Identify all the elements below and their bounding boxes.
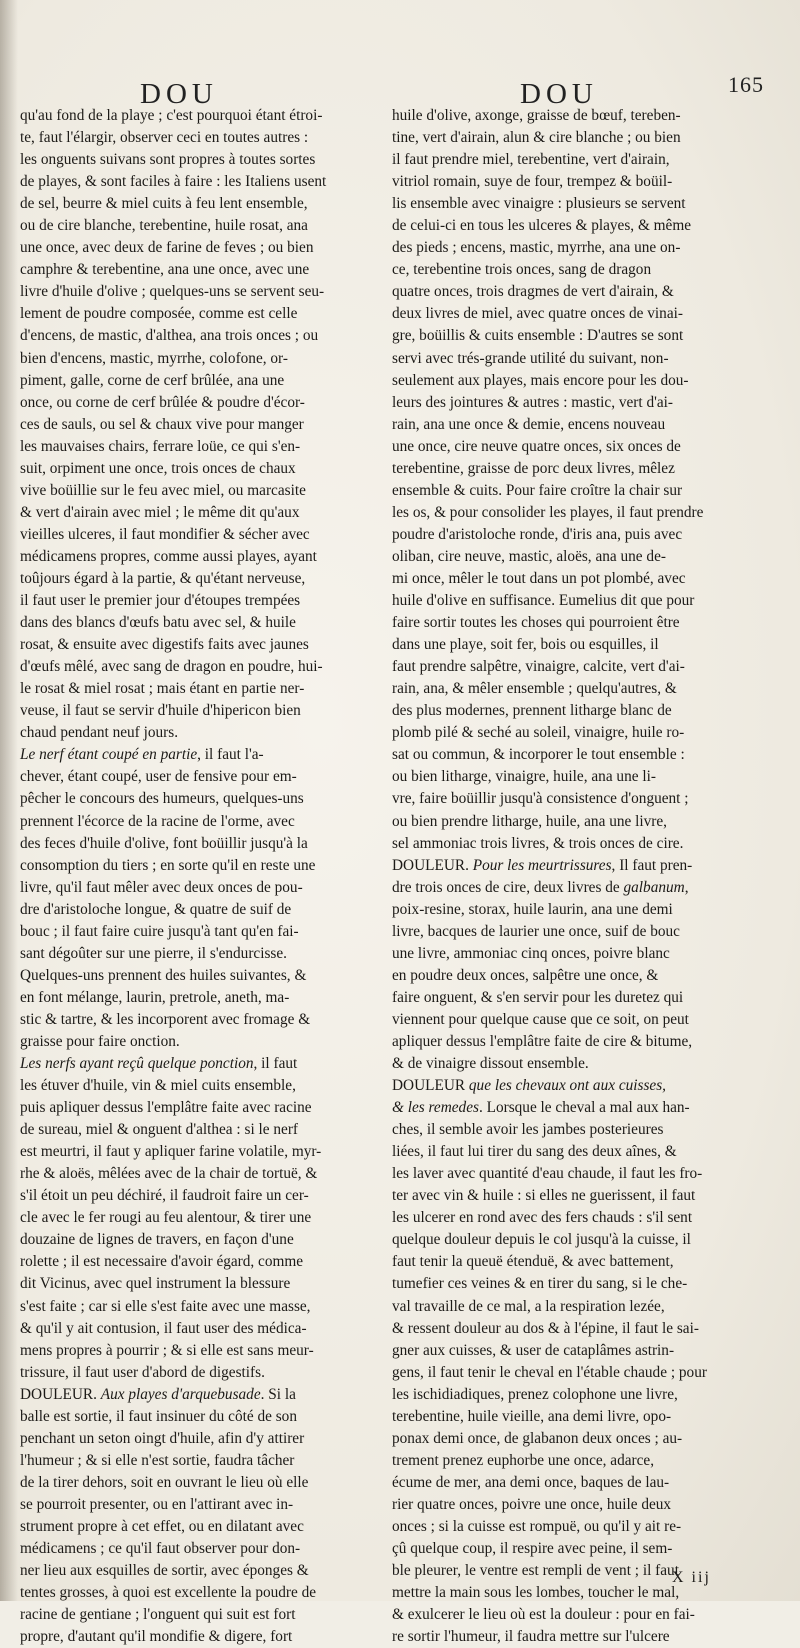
text-run: gre, boüillis & cuits ensemble : D'autres se sont — [392, 327, 684, 345]
text-run: piment, galle, corne de cerf brûlée, ana une — [20, 371, 285, 389]
text-line — [20, 921, 388, 943]
text-run: sant dégoûter sur une pierre, il s'endurcisse. — [20, 944, 287, 962]
text-line — [392, 1428, 774, 1450]
text-line — [392, 414, 774, 436]
text-line — [20, 965, 388, 987]
text-run: sat ou commun, & incorporer le tout ensemble : — [392, 746, 685, 764]
text-run: les ischidiadiques, prenez colophone une livre, — [392, 1385, 678, 1403]
text-line — [20, 392, 388, 414]
text-line — [20, 546, 388, 568]
text-line — [20, 766, 388, 788]
text-run: tumefier ces veines & en tirer du sang, si le che- — [392, 1275, 688, 1293]
text-line — [392, 1053, 774, 1075]
text-line — [20, 1516, 388, 1538]
text-line — [20, 1185, 388, 1207]
text-run: Quelques-uns prennent des huiles suivantes, & — [20, 966, 307, 984]
text-column-right — [392, 105, 774, 1648]
text-line — [20, 193, 388, 215]
text-line — [392, 1318, 774, 1340]
text-run: gner aux cuisses, & user de cataplâmes astrin- — [392, 1341, 675, 1359]
text-run: balle est sortie, il faut insinuer du côté de son — [20, 1407, 297, 1425]
text-run: les laver avec quantité d'eau chaude, il faut les fro- — [392, 1165, 703, 1183]
text-run: dans une playe, soit fer, bois ou esquilles, il — [392, 636, 659, 654]
text-line — [392, 215, 774, 237]
text-run: qu'au fond de la playe ; c'est pourquoi étant étroi- — [20, 107, 323, 124]
text-run: faut tenir la queuë étenduë, & avec battement, — [392, 1253, 674, 1271]
text-line — [20, 1053, 388, 1075]
text-run: livre, qu'il faut mêler avec deux onces de pou- — [20, 878, 303, 896]
text-run: ou bien litharge, vinaigre, huile, ana une li- — [392, 768, 656, 786]
text-line — [392, 1516, 774, 1538]
text-line — [20, 215, 388, 237]
text-run: des pieds ; encens, mastic, myrrhe, ana une on- — [392, 239, 681, 257]
text-run: faut prendre salpêtre, vinaigre, calcite, vert d'ai- — [392, 658, 685, 676]
text-run: les étuver d'huile, vin & miel cuits ensemble, — [20, 1077, 296, 1095]
text-run: des plus modernes, prennent litharge blanc de — [392, 702, 672, 720]
text-run: trissure, il faut user d'abord de digestifs. — [20, 1363, 265, 1381]
text-run: ou de cire blanche, terebentine, huile rosat, ana — [20, 217, 308, 235]
text-run: d'encens, de mastic, d'althea, ana trois onces ; ou — [20, 327, 319, 345]
text-line — [392, 700, 774, 722]
text-run: tentes grosses, à quoi est excellente la poudre de — [20, 1584, 317, 1602]
text-line — [392, 1626, 774, 1648]
text-line — [20, 1009, 388, 1031]
text-run: rhe & aloës, mêlées avec de la chair de tortuë, & — [20, 1165, 318, 1183]
text-line — [392, 1031, 774, 1053]
text-line — [392, 370, 774, 392]
text-line — [392, 744, 774, 766]
text-run: te, faut l'élargir, observer ceci en toutes autres : — [20, 129, 309, 147]
text-run: penchant un seton oingt d'huile, afin d'y attirer — [20, 1429, 305, 1447]
text-run: livre, bacques de laurier une once, suif de bouc — [392, 922, 680, 940]
text-line — [20, 1207, 388, 1229]
text-line — [392, 811, 774, 833]
text-run: en poudre deux onces, salpêtre une once, & — [392, 966, 659, 984]
text-line — [392, 1141, 774, 1163]
text-line — [20, 943, 388, 965]
text-line — [20, 788, 388, 810]
text-run: huile d'olive, axonge, graisse de bœuf, tereben- — [392, 107, 681, 124]
text-run: trement prenez euphorbe une once, adarce, — [392, 1451, 655, 1469]
text-run: & ressent douleur au dos & à l'épine, il faut le sai- — [392, 1319, 699, 1337]
text-line — [20, 259, 388, 281]
text-line — [392, 348, 774, 370]
text-line — [392, 392, 774, 414]
text-run: veuse, il faut se servir d'huile d'hipericon bien — [20, 702, 301, 720]
text-line — [20, 568, 388, 590]
text-run: rain, ana, & mêler ensemble ; quelqu'autres, & — [392, 680, 677, 698]
text-run: de la tirer dehors, soit en ouvrant le lieu où elle — [20, 1473, 309, 1491]
text-line — [392, 237, 774, 259]
text-run: lement de poudre composée, comme est celle — [20, 305, 298, 323]
text-line — [20, 325, 388, 347]
text-line — [20, 237, 388, 259]
text-run: rain, ana une once & demie, encens nouveau — [392, 415, 666, 433]
signature-mark: X iij — [672, 1569, 711, 1586]
text-line — [20, 678, 388, 700]
text-run: propre, d'autant qu'il mondifie & digere, fort — [20, 1628, 293, 1646]
text-run: mi once, mêler le tout dans un pot plombé, avec — [392, 569, 686, 587]
text-line — [20, 149, 388, 171]
text-line — [20, 700, 388, 722]
text-run: vieilles ulceres, il faut mondifier & sécher avec — [20, 525, 310, 543]
text-run: viennent pour quelque cause que ce soit, on peut — [392, 1010, 689, 1028]
text-run: terebentine, huile vieille, ana demi livre, opo- — [392, 1407, 672, 1425]
text-run: & qu'il y ait contusion, il faut user des médica- — [20, 1319, 307, 1337]
text-line — [20, 590, 388, 612]
text-line — [392, 480, 774, 502]
text-run: & de vinaigre dissout ensemble. — [392, 1055, 589, 1073]
text-line — [392, 105, 774, 127]
text-run: dre trois onces de cire, deux livres de — [392, 878, 624, 896]
text-line — [392, 1560, 774, 1582]
text-line — [20, 634, 388, 656]
text-run: dans des blancs d'œufs batu avec sel, & huile — [20, 614, 296, 632]
text-line — [392, 1450, 774, 1472]
text-line — [392, 171, 774, 193]
text-line — [392, 1097, 774, 1119]
italic-phrase: Aux playes d'arquebusade — [100, 1385, 261, 1403]
text-run: une once, cire neuve quatre onces, six onces de — [392, 437, 681, 455]
text-line — [20, 1406, 388, 1428]
italic-phrase: Les nerfs ayant reçû quelque ponction — [20, 1055, 254, 1073]
text-line — [392, 899, 774, 921]
text-run: , Il faut pren- — [611, 856, 693, 874]
text-line — [392, 766, 774, 788]
text-line — [20, 1296, 388, 1318]
text-line — [20, 1163, 388, 1185]
running-head-right: DOU — [520, 78, 598, 110]
text-run: . Lorsque le cheval a mal aux han- — [478, 1099, 690, 1117]
text-line — [20, 1075, 388, 1097]
text-run: leurs des jointures & autres : mastic, vert d'ai- — [392, 393, 673, 411]
text-run: huile d'olive en suffisance. Eumelius dit que pour — [392, 592, 695, 610]
text-run: , il faut l'a- — [197, 746, 264, 764]
text-run: çû quelque coup, il respire avec peine, il sem- — [392, 1540, 673, 1558]
text-run: , — [684, 878, 689, 896]
text-run: il faut user le premier jour d'étoupes trempées — [20, 592, 301, 610]
text-line — [20, 899, 388, 921]
text-run: il faut prendre miel, terebentine, vert d'airain, — [392, 151, 670, 169]
text-run: apliquer dessus l'emplâtre faite de cire & bitume, — [392, 1032, 693, 1050]
text-line — [20, 524, 388, 546]
text-run: de sel, beurre & miel cuits à feu lent ensemble, — [20, 195, 308, 213]
text-run: chever, étant coupé, user de fensive pour em- — [20, 768, 297, 786]
text-run: dit Vicinus, avec quel instrument la blessure — [20, 1275, 291, 1293]
text-line — [20, 612, 388, 634]
text-run: racine de gentiane ; l'onguent qui suit est fort — [20, 1606, 296, 1624]
text-line — [392, 612, 774, 634]
page-gutter-shadow — [0, 0, 18, 1601]
text-run: consomption du tiers ; en sorte qu'il en reste une — [20, 856, 316, 874]
text-run: toûjours égard à la partie, & qu'étant nerveuse, — [20, 569, 306, 587]
text-run: médicamens ; ce qu'il faut observer pour don- — [20, 1540, 301, 1558]
text-line — [20, 105, 388, 127]
text-line — [392, 877, 774, 899]
text-run: médicamens propres, comme aussi playes, ayant — [20, 547, 317, 565]
text-line — [20, 171, 388, 193]
text-run: mettre la main sous les lombes, toucher le mal, — [392, 1584, 680, 1602]
text-line — [392, 127, 774, 149]
text-run: les ulcerer en rond avec des fers chauds : s'il sent — [392, 1209, 693, 1227]
text-run: servi avec trés-grande utilité du suivant, non- — [392, 349, 669, 367]
text-line — [392, 1472, 774, 1494]
text-line — [20, 1604, 388, 1626]
text-run: strument propre à cet effet, ou en dilatant avec — [20, 1518, 304, 1535]
text-run: & exulcerer le lieu où est la douleur : pour en fai- — [392, 1606, 695, 1624]
text-run: des feces d'huile d'olive, font boüillir jusqu'à la — [20, 834, 308, 852]
text-line — [20, 656, 388, 678]
text-run: l'humeur ; & si elle n'est sortie, faudra tâcher — [20, 1451, 295, 1469]
page-number: 165 — [728, 72, 764, 97]
text-run: de sureau, miel & onguent d'althea : si le nerf — [20, 1121, 299, 1139]
text-run: est meurtri, il faut y apliquer farine volatile, myr- — [20, 1143, 322, 1161]
text-run: d'œufs mêlé, avec sang de dragon en poudre, hui- — [20, 658, 323, 676]
text-line — [20, 722, 388, 744]
text-run: DOULEUR — [392, 1077, 469, 1095]
text-line — [20, 1362, 388, 1384]
text-line — [392, 1119, 774, 1141]
text-line — [20, 1626, 388, 1648]
text-run: stic & tartre, & les incorporent avec fromage & — [20, 1010, 311, 1028]
text-line — [392, 965, 774, 987]
text-line — [20, 1318, 388, 1340]
text-line — [20, 744, 388, 766]
text-run: seulement aux playes, mais encore pour les dou- — [392, 371, 689, 389]
text-run: ou bien prendre litharge, huile, ana une livre, — [392, 812, 667, 830]
text-run: se pourroit presenter, ou en l'attirant avec in- — [20, 1495, 294, 1513]
text-line — [392, 722, 774, 744]
text-run: DOULEUR. — [392, 856, 473, 874]
text-line — [392, 1296, 774, 1318]
text-run: lis ensemble avec vinaigre : plusieurs se servent — [392, 195, 686, 213]
text-run: bien d'encens, mastic, myrrhe, colofone, or- — [20, 349, 288, 367]
text-run: s'il étoit un peu déchiré, il faudroit faire un cer- — [20, 1187, 309, 1205]
text-run: DOULEUR. — [20, 1385, 101, 1403]
text-run: de celui-ci en tous les ulceres & playes, & même — [392, 217, 692, 235]
text-line — [392, 1009, 774, 1031]
text-run: quatre onces, trois dragmes de vert d'airain, & — [392, 283, 674, 301]
text-run: poix-resine, storax, huile laurin, ana une demi — [392, 900, 673, 918]
text-line — [392, 788, 774, 810]
running-head-left: DOU — [140, 78, 218, 110]
text-line — [392, 1273, 774, 1295]
text-run: ensemble & cuits. Pour faire croître la chair sur — [392, 481, 683, 499]
text-line — [20, 127, 388, 149]
text-run: chaud pendant neuf jours. — [20, 724, 179, 742]
text-line — [20, 855, 388, 877]
text-run: tine, vert d'airain, alun & cire blanche ; ou bien — [392, 129, 681, 147]
text-line — [392, 1538, 774, 1560]
text-run: de playes, & sont faciles à faire : les Italiens usent — [20, 173, 327, 191]
italic-phrase: que les chevaux ont aux cuisses, — [468, 1077, 667, 1095]
text-line — [20, 811, 388, 833]
text-run: poudre d'aristoloche ronde, d'iris ana, puis avec — [392, 525, 683, 543]
text-run: plomb pilé & seché au soleil, vinaigre, huile ro- — [392, 724, 685, 742]
text-line — [20, 1538, 388, 1560]
italic-phrase: Pour les meurtrissures — [472, 856, 612, 874]
text-line — [392, 1582, 774, 1604]
text-run: val travaille de ce mal, a la respiration lezée, — [392, 1297, 665, 1315]
text-line — [392, 281, 774, 303]
text-run: onces ; si la cuisse est rompuë, ou qu'il y ait re- — [392, 1518, 682, 1535]
text-line — [392, 1251, 774, 1273]
text-run: re sortir l'humeur, il faudra mettre sur l'ulcere — [392, 1628, 670, 1646]
text-line — [392, 833, 774, 855]
text-run: rosat, & ensuite avec digestifs faits avec jaunes — [20, 636, 309, 654]
text-line — [392, 1362, 774, 1384]
text-line — [20, 1494, 388, 1516]
text-run: mens propres à pourrir ; & si elle est sans meur- — [20, 1341, 314, 1359]
text-run: écume de mer, ana demi once, baques de lau- — [392, 1473, 670, 1491]
text-line — [392, 1075, 774, 1097]
text-line — [20, 1450, 388, 1472]
text-line — [20, 1582, 388, 1604]
text-run: ponax demi once, de glabanon deux onces ; au- — [392, 1429, 683, 1447]
text-line — [20, 987, 388, 1009]
text-line — [20, 502, 388, 524]
text-line — [392, 1494, 774, 1516]
text-line — [20, 414, 388, 436]
text-line — [20, 458, 388, 480]
text-run: vitriol romain, suye de four, trempez & boüil- — [392, 173, 673, 191]
text-run: les mauvaises chairs, ferrare loüe, ce qui s'en- — [20, 437, 301, 455]
text-line — [392, 1229, 774, 1251]
italic-phrase: galbanum — [623, 878, 685, 896]
text-run: faire onguent, & s'en servir pour les duretez qui — [392, 988, 684, 1006]
text-run: camphre & terebentine, ana une once, avec une — [20, 261, 310, 279]
text-run: suit, orpiment une once, trois onces de chaux — [20, 459, 296, 477]
text-line — [20, 833, 388, 855]
text-line — [20, 1251, 388, 1273]
text-line — [20, 1141, 388, 1163]
text-line — [20, 1273, 388, 1295]
text-run: terebentine, graisse de porc deux livres, mêlez — [392, 459, 675, 477]
text-run: dre d'aristoloche longue, & quatre de suif de — [20, 900, 292, 918]
text-run: ce, terebentine trois onces, sang de dragon — [392, 261, 652, 279]
text-run: pêcher le concours des humeurs, quelques-uns — [20, 790, 304, 808]
text-line — [20, 877, 388, 899]
text-run: les onguents suivans sont propres à toutes sortes — [20, 151, 316, 169]
text-line — [392, 634, 774, 656]
text-run: ner lieu aux esquilles de sortir, avec éponges & — [20, 1562, 309, 1580]
text-run: puis apliquer dessus l'emplâtre faite avec racine — [20, 1099, 312, 1117]
text-column-left — [20, 105, 388, 1648]
text-run: une once, avec deux de farine de feves ; ou bien — [20, 239, 314, 257]
text-line — [392, 259, 774, 281]
text-line — [20, 1472, 388, 1494]
text-line — [20, 1428, 388, 1450]
text-line — [392, 325, 774, 347]
text-line — [20, 480, 388, 502]
text-run: une livre, ammoniac cinq onces, poivre blanc — [392, 944, 670, 962]
text-line — [392, 568, 774, 590]
text-line — [20, 348, 388, 370]
text-run: ces de sauls, ou sel & chaux vive pour manger — [20, 415, 304, 433]
text-line — [392, 524, 774, 546]
text-run: s'est faite ; car si elle s'est faite avec une masse, — [20, 1297, 311, 1315]
text-line — [392, 590, 774, 612]
text-run: ches, il semble avoir les jambes posterieures — [392, 1121, 664, 1139]
text-line — [20, 1031, 388, 1053]
text-run: rier quatre onces, poivre une once, huile deux — [392, 1495, 672, 1513]
text-run: livre d'huile d'olive ; quelques-uns se servent seu- — [20, 283, 325, 301]
text-line — [392, 1207, 774, 1229]
text-line — [392, 458, 774, 480]
text-run: & vert d'airain avec miel ; le même dit qu'aux — [20, 503, 300, 521]
text-line — [20, 436, 388, 458]
text-line — [392, 303, 774, 325]
text-line — [20, 1097, 388, 1119]
text-run: graisse pour faire onction. — [20, 1032, 180, 1050]
text-line — [20, 1229, 388, 1251]
text-line — [392, 193, 774, 215]
text-line — [392, 678, 774, 700]
text-run: liées, il faut lui tirer du sang des deux aînes, & — [392, 1143, 677, 1161]
text-run: en font mélange, laurin, pretrole, aneth, ma- — [20, 988, 290, 1006]
text-run: , il faut — [253, 1055, 298, 1073]
text-run: gens, il faut tenir le cheval en l'étable chaude ; pour — [392, 1363, 707, 1381]
text-line — [392, 502, 774, 524]
text-line — [392, 855, 774, 877]
text-run: vive boüillie sur le feu avec miel, ou marcasite — [20, 481, 306, 499]
text-run: cle avec le fer rougi au feu alentour, & tirer une — [20, 1209, 312, 1227]
text-line — [392, 921, 774, 943]
text-line — [20, 1119, 388, 1141]
text-run: rolette ; il est necessaire d'avoir égard, comme — [20, 1253, 304, 1271]
text-line — [392, 943, 774, 965]
text-line — [392, 1340, 774, 1362]
text-line — [392, 656, 774, 678]
text-run: oliban, cire neuve, mastic, aloës, ana une de- — [392, 547, 666, 565]
text-run: faire sortir toutes les choses qui pourroient être — [392, 614, 680, 632]
text-line — [392, 1163, 774, 1185]
text-line — [20, 281, 388, 303]
italic-phrase: Le nerf étant coupé en partie — [20, 746, 198, 764]
text-line — [392, 1406, 774, 1428]
text-run: bouc ; il faut faire cuire jusqu'à tant qu'en fai- — [20, 922, 299, 940]
text-run: deux livres de miel, avec quatre onces de vinai- — [392, 305, 683, 323]
text-run: . Si la — [260, 1385, 296, 1403]
text-line — [20, 1340, 388, 1362]
text-run: vre, faire boüillir jusqu'à consistence d'onguent ; — [392, 790, 689, 808]
text-line — [392, 1604, 774, 1626]
text-run: sel ammoniac trois livres, & trois onces de cire. — [392, 834, 684, 852]
text-line — [392, 1384, 774, 1406]
text-line — [392, 149, 774, 171]
text-run: ter avec vin & huile : si elles ne guerissent, il faut — [392, 1187, 696, 1205]
text-run: douzaine de lignes de travers, en façon d'une — [20, 1231, 294, 1249]
text-line — [20, 1560, 388, 1582]
text-line — [20, 1384, 388, 1406]
text-run: once, ou corne de cerf brûlée & poudre d'écor- — [20, 393, 305, 411]
text-line — [392, 987, 774, 1009]
italic-phrase: & les remedes — [392, 1099, 479, 1117]
text-run: ble pleurer, le ventre est rempli de vent ; il faut — [392, 1562, 679, 1580]
text-line — [392, 436, 774, 458]
text-run: le rosat & miel rosat ; mais étant en partie ner- — [20, 680, 305, 698]
text-line — [392, 546, 774, 568]
text-line — [20, 303, 388, 325]
text-run: quelque douleur depuis le col jusqu'à la cuisse, il — [392, 1231, 691, 1249]
text-line — [392, 1185, 774, 1207]
text-line — [20, 370, 388, 392]
text-run: prennent l'écorce de la racine de l'orme, avec — [20, 812, 295, 830]
text-run: les os, & pour consolider les playes, il faut prendre — [392, 503, 704, 521]
